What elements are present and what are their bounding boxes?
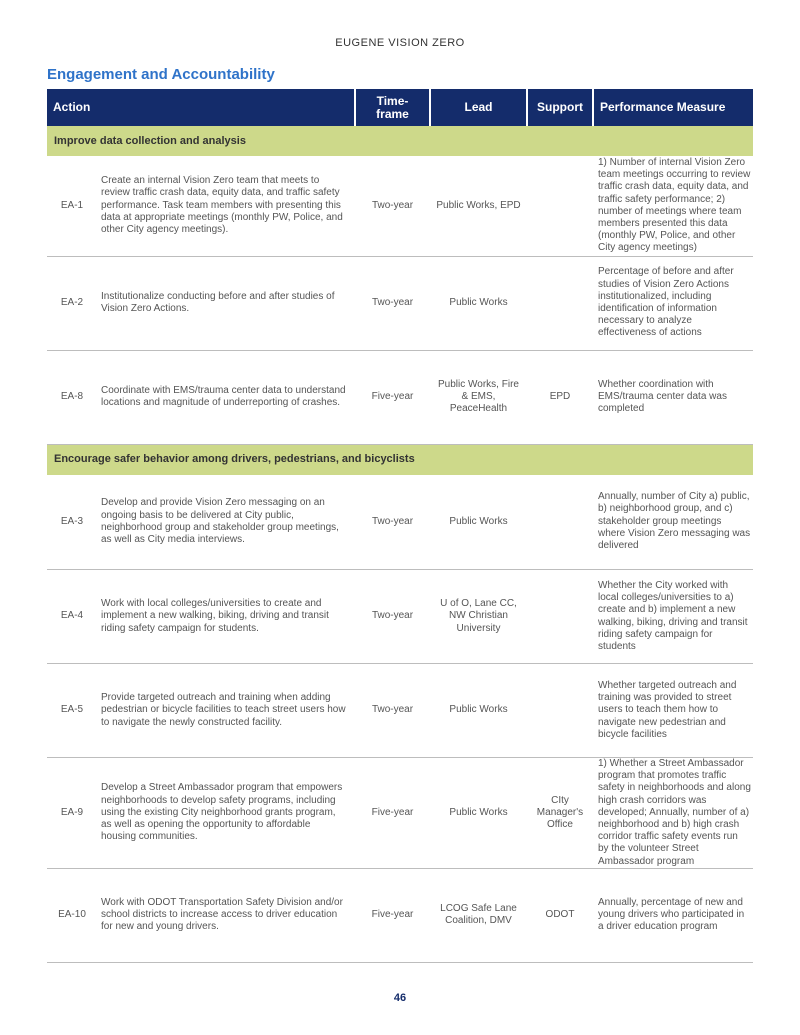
- row-support: CIty Manager's Office: [527, 758, 593, 869]
- row-lead: LCOG Safe Lane Coalition, DMV: [430, 868, 527, 962]
- row-id: EA-4: [47, 570, 97, 664]
- table-row: [47, 350, 753, 444]
- row-action: Create an internal Vision Zero team that meets to review traffic crash data, equity data, and traffic safety performance. Task team members with presenting this data at appropriate meetings (monthly PW, Police, and other City agency meetings).: [97, 156, 355, 256]
- group-header-row: [47, 126, 753, 156]
- row-lead: Public Works: [430, 475, 527, 570]
- row-timeframe: Two-year: [355, 570, 430, 664]
- table-row: [47, 475, 753, 570]
- row-support: EPD: [527, 350, 593, 444]
- row-id: EA-3: [47, 475, 97, 570]
- row-support: [527, 475, 593, 570]
- row-id: EA-9: [47, 758, 97, 869]
- table-row: [47, 156, 753, 256]
- row-lead: Public Works: [430, 664, 527, 758]
- row-timeframe: Five-year: [355, 350, 430, 444]
- action-table: [47, 89, 753, 963]
- row-action: Develop a Street Ambassador program that empowers neighborhoods to develop safety programs, including using the existing City neighborhood grants program, as well as opening the opportunity to affordable housing communities.: [97, 758, 355, 869]
- table-row: [47, 256, 753, 350]
- header-timeframe-line1: Time-: [376, 93, 409, 108]
- header-timeframe: [355, 89, 430, 126]
- row-timeframe: Two-year: [355, 475, 430, 570]
- row-id: EA-8: [47, 350, 97, 444]
- table-row: [47, 868, 753, 962]
- header-support: Support: [527, 89, 593, 126]
- table-row: [47, 758, 753, 869]
- row-support: [527, 664, 593, 758]
- row-timeframe: Two-year: [355, 156, 430, 256]
- row-support: [527, 156, 593, 256]
- row-support: ODOT: [527, 868, 593, 962]
- table-row: [47, 570, 753, 664]
- table-header-row: [47, 89, 753, 126]
- row-performance: Whether targeted outreach and training was provided to street users to teach them how to navigate new pedestrian and bicycle facilities: [593, 664, 753, 758]
- header-timeframe-line2: frame: [376, 106, 409, 121]
- row-performance: Annually, number of City a) public, b) neighborhood group, and c) stakeholder group meetings where Vision Zero messaging was delivered: [593, 475, 753, 570]
- row-action: Coordinate with EMS/trauma center data to understand locations and magnitude of underreporting of crashes.: [97, 350, 355, 444]
- header-action: Action: [47, 89, 355, 126]
- page-number: 46: [393, 992, 407, 1004]
- row-lead: Public Works, Fire & EMS, PeaceHealth: [430, 350, 527, 444]
- row-performance: Annually, percentage of new and young drivers who participated in a driver education program: [593, 868, 753, 962]
- row-support: [527, 256, 593, 350]
- row-lead: Public Works: [430, 256, 527, 350]
- row-id: EA-10: [47, 868, 97, 962]
- row-support: [527, 570, 593, 664]
- row-performance: Percentage of before and after studies of Vision Zero Actions institutionalized, including identification of information necessary to analyze effectiveness of actions: [593, 256, 753, 350]
- row-timeframe: Five-year: [355, 758, 430, 869]
- row-lead: Public Works, EPD: [430, 156, 527, 256]
- row-timeframe: Five-year: [355, 868, 430, 962]
- document-header-title: EUGENE VISION ZERO: [335, 37, 465, 49]
- group-header-row: [47, 444, 753, 475]
- table-row: [47, 664, 753, 758]
- section-title: Engagement and Accountability: [47, 66, 275, 83]
- header-performance: Performance Measure: [593, 89, 753, 126]
- row-timeframe: Two-year: [355, 256, 430, 350]
- row-id: EA-2: [47, 256, 97, 350]
- row-id: EA-5: [47, 664, 97, 758]
- row-action: Develop and provide Vision Zero messaging on an ongoing basis to be delivered at City public, neighborhood group and stakeholder group meetings, as well as City media interviews.: [97, 475, 355, 570]
- row-action: Provide targeted outreach and training when adding pedestrian or bicycle facilities to teach street users how to navigate the newly constructed facility.: [97, 664, 355, 758]
- row-id: EA-1: [47, 156, 97, 256]
- row-action: Work with ODOT Transportation Safety Division and/or school districts to increase access to driver education for new and young drivers.: [97, 868, 355, 962]
- group-title: Improve data collection and analysis: [47, 126, 753, 156]
- row-performance: 1) Number of internal Vision Zero team meetings occurring to review traffic crash data, equity data, and traffic safety performance; 2) number of meetings where team members presented this data (monthly PW, Police, and other City agency meetings): [593, 156, 753, 256]
- row-performance: Whether the City worked with local colleges/universities to a) create and b) implement a new walking, biking, driving and transit riding safety campaign for students: [593, 570, 753, 664]
- row-performance: 1) Whether a Street Ambassador program that promotes traffic safety in neighborhoods and along high crash corridors was developed; Annually, number of a) neighborhood and b) high crash corridor traffic safety events run by the volunteer Street Ambassador program: [593, 758, 753, 869]
- row-action: Work with local colleges/universities to create and implement a new walking, biking, driving and transit riding safety campaign for students.: [97, 570, 355, 664]
- group-title: Encourage safer behavior among drivers, pedestrians, and bicyclists: [47, 444, 753, 475]
- row-action: Institutionalize conducting before and after studies of Vision Zero Actions.: [97, 256, 355, 350]
- header-lead: Lead: [430, 89, 527, 126]
- row-timeframe: Two-year: [355, 664, 430, 758]
- row-lead: U of O, Lane CC, NW Christian University: [430, 570, 527, 664]
- row-performance: Whether coordination with EMS/trauma center data was completed: [593, 350, 753, 444]
- row-lead: Public Works: [430, 758, 527, 869]
